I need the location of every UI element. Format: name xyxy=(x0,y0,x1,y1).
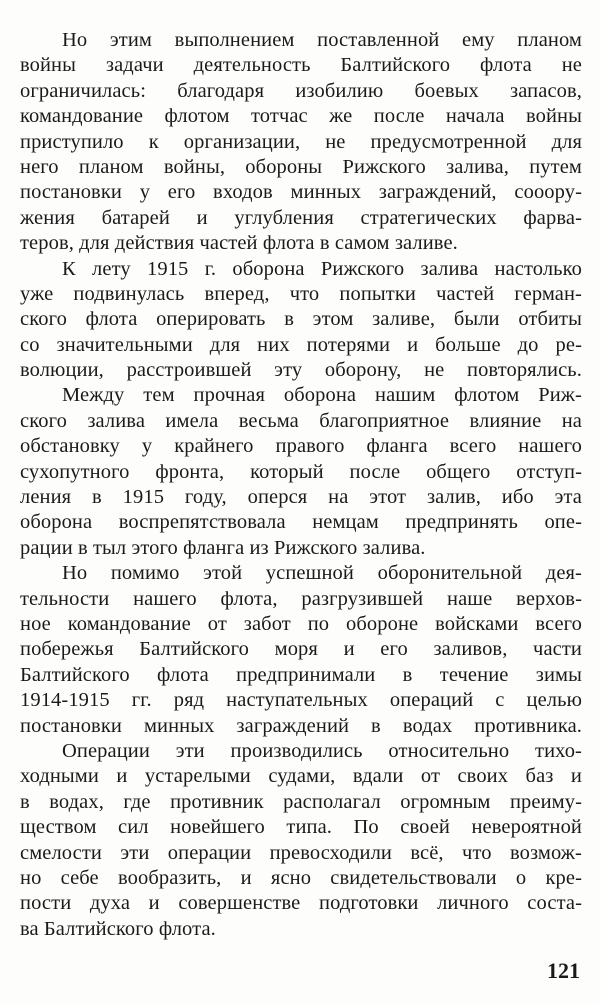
text-line: ограничилась: благодаря изобилию боевых запасов, xyxy=(20,79,582,102)
text-line: обстановку у крайнего правого фланга всего нашего xyxy=(20,435,582,458)
text-line: постановки у его входов минных заграждений, сооору- xyxy=(20,181,582,204)
text-line: рации в тыл этого фланга из Рижского залива. xyxy=(20,536,426,559)
text-line: теров, для действия частей флота в самом заливе. xyxy=(20,232,458,255)
text-line: приступило к организации, не предусмотренной для xyxy=(20,130,582,153)
body-text xyxy=(20,28,582,942)
text-line: командование флотом тотчас же после начала войны xyxy=(20,105,582,128)
text-line: пости духа и совершенстве подготовки личного соста- xyxy=(20,892,582,915)
text-line: оборона воспрепятствовала немцам предпринять опе- xyxy=(20,511,582,534)
text-line: ходными и устарелыми судами, вдали от своих баз и xyxy=(20,765,582,788)
text-line: войны задачи деятельность Балтийского флота не xyxy=(20,54,582,77)
text-line: ществом сил новейшего типа. По своей невероятной xyxy=(20,816,582,839)
text-line: постановки минных заграждений в водах противника. xyxy=(20,714,582,737)
text-line: ского залива имела весьма благоприятное влияние на xyxy=(20,409,582,432)
text-line: Между тем прочная оборона нашим флотом Риж- xyxy=(62,384,582,407)
text-line: Но этим выполнением поставленной ему планом xyxy=(62,29,582,51)
text-line: сухопутного фронта, который после общего отступ- xyxy=(20,460,582,483)
text-line: волюции, расстроившей эту оборону, не повторялись. xyxy=(20,359,582,382)
text-line: 1914-1915 гг. ряд наступательных операций с целью xyxy=(20,689,582,712)
text-line: но себе вообразить, и ясно свидетельствовали о кре- xyxy=(20,866,582,889)
text-line: ского флота оперировать в этом заливе, были отбиты xyxy=(20,308,582,331)
text-line: жения батарей и углубления стратегических фарва- xyxy=(20,206,582,229)
page-number: 121 xyxy=(547,958,580,983)
text-line: со значительными для них потерями и больше до ре- xyxy=(20,333,582,356)
text-line: тельности нашего флота, разгрузившей наше верхов- xyxy=(20,587,582,610)
text-line: ва Балтийского флота. xyxy=(20,917,216,940)
text-line: Балтийского флота предпринимали в течение зимы xyxy=(20,663,582,686)
text-line: ное командование от забот по обороне войсками всего xyxy=(20,612,582,635)
text-line: К лету 1915 г. оборона Рижского залива настолько xyxy=(62,257,582,280)
text-line: побережья Балтийского моря и его заливов, части xyxy=(20,638,582,661)
text-line: ления в 1915 году, оперся на этот залив, ибо эта xyxy=(20,486,582,509)
text-line: в водах, где противник располагал огромным преиму- xyxy=(20,790,582,813)
text-line: Операции эти производились относительно тихо- xyxy=(62,739,582,762)
text-line: смелости эти операции превосходили всё, что возмож- xyxy=(20,841,582,864)
text-line: Но помимо этой успешной оборонительной дея- xyxy=(62,562,582,585)
text-line: него планом войны, обороны Рижского залива, путем xyxy=(20,155,582,178)
text-line: уже подвинулась вперед, что попытки частей герман- xyxy=(20,282,582,305)
